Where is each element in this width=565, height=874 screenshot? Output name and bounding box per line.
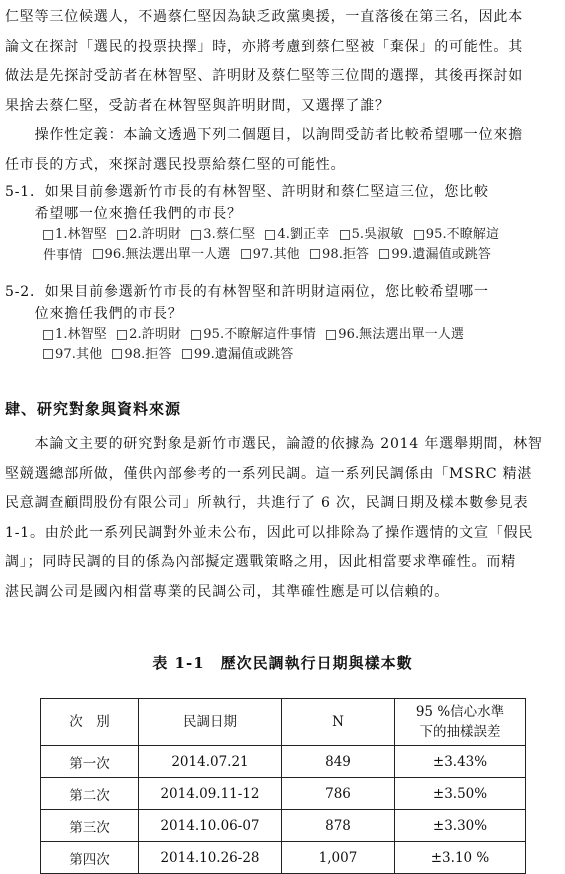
option-checkbox[interactable]: 3.蔡仁堅 [191, 225, 255, 245]
table-row [41, 842, 526, 874]
table-cell: ±3.43% [395, 746, 526, 778]
checkbox-icon [112, 349, 122, 359]
option-checkbox[interactable]: 98.拒答 [310, 245, 369, 265]
table-caption: 表 1-1 歷次民調執行日期與樣本數 [152, 654, 413, 672]
table-row [41, 746, 526, 778]
intro-paragraph [5, 3, 555, 180]
option-checkbox[interactable]: 99.遺漏值或跳答 [379, 245, 491, 265]
text-line: 任市長的方式，來探討選民投票給蔡仁堅的可能性。 [5, 156, 346, 173]
option-checkbox[interactable]: 95.不瞭解這件事情 [191, 325, 316, 345]
checkbox-icon [117, 230, 127, 240]
checkbox-icon [310, 249, 320, 259]
checkbox-icon [43, 230, 53, 240]
checkbox-icon [191, 230, 201, 240]
text-line: 1-1。由於此一系列民調對外並未公布，因此可以排除為了操作選情的文宣「假民 [5, 524, 534, 541]
table-cell: 2014.10.06-07 [139, 810, 282, 842]
table-cell: 第一次 [41, 746, 139, 778]
table-cell: 1,007 [282, 842, 395, 874]
text-line: 仁堅等三位候選人，不過蔡仁堅因為缺乏政黨奧援，一直落後在第三名，因此本 [5, 9, 523, 25]
table-cell: 第二次 [41, 778, 139, 810]
checkbox-icon [326, 330, 336, 340]
text-line: 調」；同時民調的目的係為內部擬定選戰策略之用，因此相當要求準確性。而精 [5, 554, 516, 570]
table-row [41, 810, 526, 842]
option-checkbox[interactable]: 1.林智堅 [43, 225, 107, 245]
text-line: 湛民調公司是國內相當專業的民調公司，其準確性應是可以信賴的。 [5, 583, 449, 600]
text-line: 民意調查顧問股份有限公司」所執行，共進行了 6 次，民調日期及樣本數參見表 [5, 495, 529, 511]
table-cell: 786 [282, 778, 395, 810]
text-line: 本論文主要的研究對象是新竹市選民，論證的依據為 2014 年選舉期間，林智 [5, 436, 543, 452]
checkbox-icon [340, 230, 350, 240]
table-cell: 849 [282, 746, 395, 778]
question-text: 5-1．如果目前參選新竹市長的有林智堅、許明財和蔡仁堅這三位，您比較 [5, 184, 489, 200]
table-cell: ±3.50% [395, 778, 526, 810]
option-checkbox[interactable]: 95.不瞭解這 [414, 225, 499, 245]
question-5-1 [5, 181, 560, 264]
section-heading: 肆、研究對象與資料來源 [5, 400, 182, 418]
table-cell: 878 [282, 810, 395, 842]
table-cell: 2014.07.21 [139, 746, 282, 778]
option-checkbox[interactable]: 96.無法選出單一人選 [93, 245, 231, 265]
table-header-row [41, 699, 526, 746]
option-checkbox[interactable]: 97.其他 [43, 345, 102, 365]
checkbox-icon [43, 330, 53, 340]
table-cell: ±3.10 % [395, 842, 526, 874]
option-checkbox[interactable]: 5.吳淑敏 [340, 225, 404, 245]
question-5-2 [5, 281, 560, 364]
checkbox-icon [117, 330, 127, 340]
table-cell: ±3.30% [395, 810, 526, 842]
survey-table [40, 698, 526, 874]
table-cell: 第三次 [41, 810, 139, 842]
table-cell: 2014.09.11-12 [139, 778, 282, 810]
option-checkbox[interactable]: 2.許明財 [117, 225, 181, 245]
checkbox-icon [191, 330, 201, 340]
option-text: 件事情 [43, 248, 83, 264]
checkbox-icon [43, 349, 53, 359]
table-cell: 第四次 [41, 842, 139, 874]
question-text: 5-2．如果目前參選新竹市長的有林智堅和許明財這兩位，您比較希望哪一 [5, 284, 489, 300]
checkbox-icon [379, 249, 389, 259]
option-checkbox[interactable]: 98.拒答 [112, 345, 171, 365]
header-cell: 95 %信心水準下的抽樣誤差 [395, 699, 526, 746]
header-cell: N [282, 699, 395, 746]
question-text: 位來擔任我們的市長？ [5, 306, 183, 322]
checkbox-icon [241, 249, 251, 259]
option-checkbox[interactable]: 97.其他 [241, 245, 300, 265]
option-row [5, 345, 560, 365]
checkbox-icon [93, 249, 103, 259]
question-text: 希望哪一位來擔任我們的市長？ [5, 206, 242, 222]
option-row [5, 245, 560, 265]
header-cell: 次 別 [41, 699, 139, 746]
header-cell: 民調日期 [139, 699, 282, 746]
body-paragraph [5, 430, 555, 607]
text-line: 操作性定義：本論文透過下列二個題目，以詢問受訪者比較希望哪一位來擔 [5, 127, 523, 143]
text-line: 做法是先探討受訪者在林智堅、許明財及蔡仁堅等三位間的選擇，其後再探討如 [5, 68, 523, 84]
checkbox-icon [414, 230, 424, 240]
checkbox-icon [182, 349, 192, 359]
option-checkbox[interactable]: 1.林智堅 [43, 325, 107, 345]
option-checkbox[interactable]: 4.劉正幸 [265, 225, 329, 245]
option-checkbox[interactable]: 99.遺漏值或跳答 [182, 345, 294, 365]
checkbox-icon [265, 230, 275, 240]
text-line: 果捨去蔡仁堅，受訪者在林智堅與許明財間，又選擇了誰？ [5, 97, 390, 114]
option-checkbox[interactable]: 2.許明財 [117, 325, 181, 345]
option-row [5, 325, 560, 345]
table-cell: 2014.10.26-28 [139, 842, 282, 874]
table-row [41, 778, 526, 810]
option-checkbox[interactable]: 96.無法選出單一人選 [326, 325, 464, 345]
option-row [5, 225, 560, 245]
text-line: 堅競選總部所做，僅供內部參考的一系列民調。這一系列民調係由「MSRC 精湛 [5, 465, 533, 482]
text-line: 論文在探討「選民的投票抉擇」時，亦將考慮到蔡仁堅被「棄保」的可能性。其 [5, 38, 523, 55]
